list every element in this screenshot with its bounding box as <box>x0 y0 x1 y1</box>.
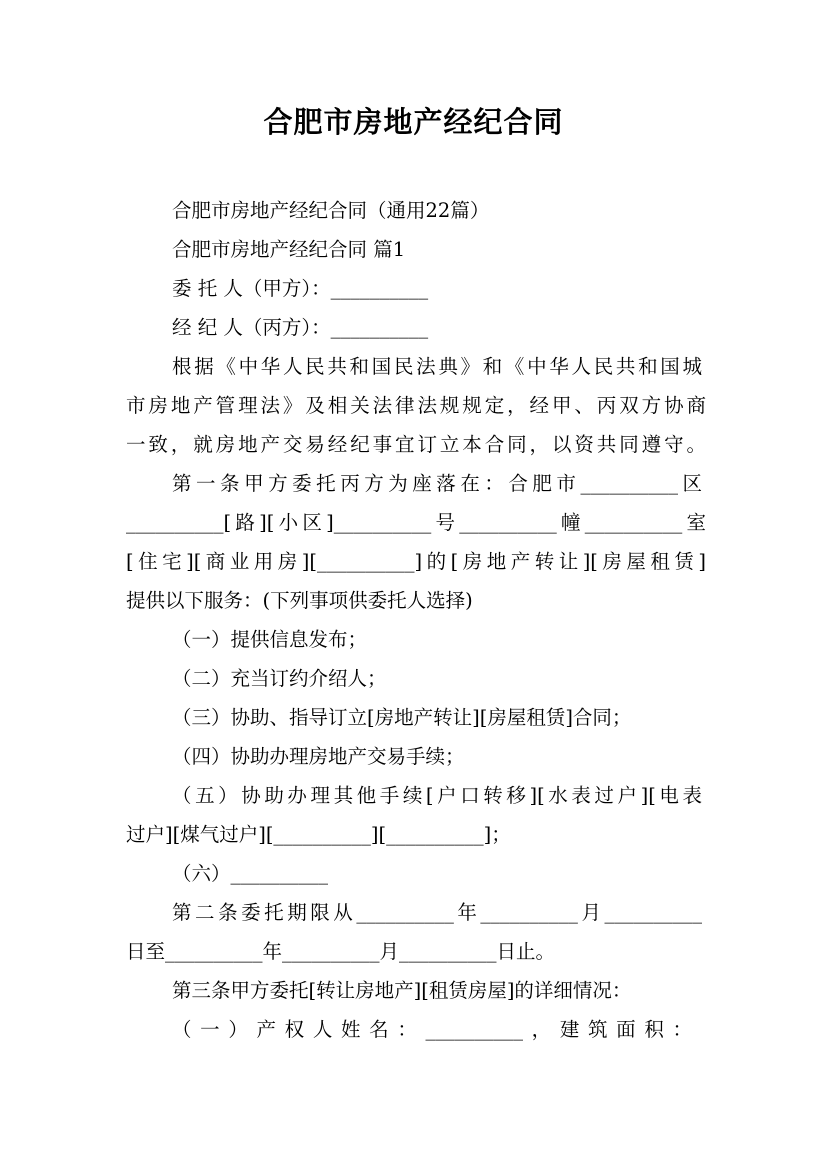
paragraph-line: （三）协助、指导订立[房地产转让][房屋租赁]合同； <box>172 706 632 729</box>
paragraph-line: 合肥市房地产经纪合同（通用22篇） <box>172 199 490 222</box>
paragraph-line: [住宅][商业用房][__________]的[房地产转让][房屋租赁] <box>126 550 706 573</box>
paragraph-line: （四）协助办理房地产交易手续； <box>172 745 465 768</box>
paragraph-line: 经 纪 人（丙方）：__________ <box>172 316 429 339</box>
paragraph-line: 根据《中华人民共和国民法典》和《中华人民共和国城 <box>172 355 702 378</box>
paragraph-line: 一致，就房地产交易经纪事宜订立本合同，以资共同遵守。 <box>126 433 706 456</box>
paragraph-line: __________[路][小区]__________号__________幢__________室 <box>126 511 706 534</box>
paragraph-line: （一）产权人姓名：__________，建筑面积： <box>172 1018 692 1041</box>
paragraph-line: 市房地产管理法》及相关法律法规规定，经甲、丙双方协商 <box>126 394 706 417</box>
paragraph-line: 委 托 人（甲方）：__________ <box>172 277 429 300</box>
paragraph-line: 合肥市房地产经纪合同 篇1 <box>172 238 406 261</box>
document-title: 合肥市房地产经纪合同 <box>263 105 564 139</box>
paragraph-line: （五）协助办理其他手续[户口转移][水表过户][电表 <box>172 784 702 807</box>
paragraph-line: 过户][煤气过户][__________][__________]； <box>126 823 511 846</box>
paragraph-line: 提供以下服务：(下列事项供委托人选择) <box>126 589 473 612</box>
paragraph-line: 日至__________年__________月__________日止。 <box>126 940 556 963</box>
paragraph-line: （二）充当订约介绍人； <box>172 667 387 690</box>
paragraph-line: 第二条委托期限从__________年__________月__________ <box>172 901 702 924</box>
paragraph-line: 第一条甲方委托丙方为座落在：合肥市__________区 <box>172 472 702 495</box>
paragraph-line: （六）__________ <box>172 862 329 885</box>
paragraph-line: 第三条甲方委托[转让房地产][租赁房屋]的详细情况： <box>172 979 632 1002</box>
paragraph-line: （一）提供信息发布； <box>172 628 368 651</box>
